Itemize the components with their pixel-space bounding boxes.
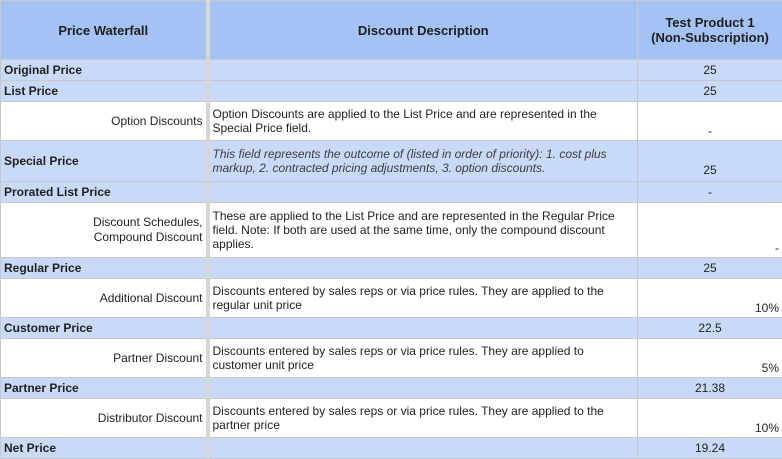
header-row: [1, 1, 782, 60]
row-partner-price: [1, 378, 782, 399]
cell-value[interactable]: 25: [638, 141, 782, 182]
cell-label[interactable]: Option Discounts: [1, 102, 208, 141]
cell-label[interactable]: Regular Price: [1, 258, 208, 279]
cell-description[interactable]: This field represents the outcome of (listed in order of priority): 1. cost plus markup, 2. contracted pricing adjustments, 3. option discounts.: [208, 141, 638, 182]
cell-label[interactable]: Distributor Discount: [1, 399, 208, 438]
cell-label[interactable]: Partner Price: [1, 378, 208, 399]
header-product-type: (Non-Subscription): [651, 30, 769, 45]
cell-label[interactable]: Partner Discount: [1, 339, 208, 378]
cell-value[interactable]: 19.24: [638, 438, 782, 459]
row-additional-discount: [1, 279, 782, 318]
cell-value[interactable]: 25: [638, 60, 782, 81]
cell-value[interactable]: 22.5: [638, 318, 782, 339]
cell-description[interactable]: [208, 182, 638, 203]
cell-value[interactable]: 10%: [638, 399, 782, 438]
row-prorated-list-price: [1, 182, 782, 203]
cell-value[interactable]: -: [638, 182, 782, 203]
cell-description[interactable]: [208, 81, 638, 102]
row-distributor-discount: [1, 399, 782, 438]
cell-value[interactable]: 21.38: [638, 378, 782, 399]
cell-description[interactable]: Discounts entered by sales reps or via price rules. They are applied to the partner price: [208, 399, 638, 438]
cell-description[interactable]: These are applied to the List Price and are represented in the Regular Price field. Note: If both are used at the same time, only the compound discount applies.: [208, 203, 638, 258]
label-line: Compound Discount: [94, 230, 203, 244]
cell-label[interactable]: List Price: [1, 81, 208, 102]
header-product-name: Test Product 1: [665, 15, 754, 30]
cell-value[interactable]: 25: [638, 258, 782, 279]
cell-description[interactable]: [208, 258, 638, 279]
cell-value[interactable]: 25: [638, 81, 782, 102]
row-discount-schedules: [1, 203, 782, 258]
label-line: Discount Schedules,: [93, 215, 202, 229]
cell-value[interactable]: 10%: [638, 279, 782, 318]
cell-description[interactable]: Option Discounts are applied to the List Price and are represented in the Special Price field.: [208, 102, 638, 141]
cell-label[interactable]: Net Price: [1, 438, 208, 459]
cell-description[interactable]: Discounts entered by sales reps or via price rules. They are applied to customer unit price: [208, 339, 638, 378]
cell-value[interactable]: -: [638, 203, 782, 258]
row-net-price: [1, 438, 782, 459]
header-price-waterfall[interactable]: Price Waterfall: [1, 1, 208, 60]
row-original-price: [1, 60, 782, 81]
cell-label[interactable]: [1, 203, 208, 258]
header-discount-description[interactable]: Discount Description: [208, 1, 638, 60]
cell-label[interactable]: Additional Discount: [1, 279, 208, 318]
row-list-price: [1, 81, 782, 102]
row-option-discounts: [1, 102, 782, 141]
cell-label[interactable]: Special Price: [1, 141, 208, 182]
cell-value[interactable]: 5%: [638, 339, 782, 378]
cell-description[interactable]: [208, 378, 638, 399]
cell-description[interactable]: [208, 318, 638, 339]
row-special-price: [1, 141, 782, 182]
cell-label[interactable]: Original Price: [1, 60, 208, 81]
row-customer-price: [1, 318, 782, 339]
cell-description[interactable]: [208, 438, 638, 459]
cell-description[interactable]: Discounts entered by sales reps or via price rules. They are applied to the regular unit price: [208, 279, 638, 318]
cell-value[interactable]: -: [638, 102, 782, 141]
cell-description[interactable]: [208, 60, 638, 81]
cell-label[interactable]: Customer Price: [1, 318, 208, 339]
cell-label[interactable]: Prorated List Price: [1, 182, 208, 203]
row-partner-discount: [1, 339, 782, 378]
header-test-product-1[interactable]: [638, 1, 782, 60]
row-regular-price: [1, 258, 782, 279]
